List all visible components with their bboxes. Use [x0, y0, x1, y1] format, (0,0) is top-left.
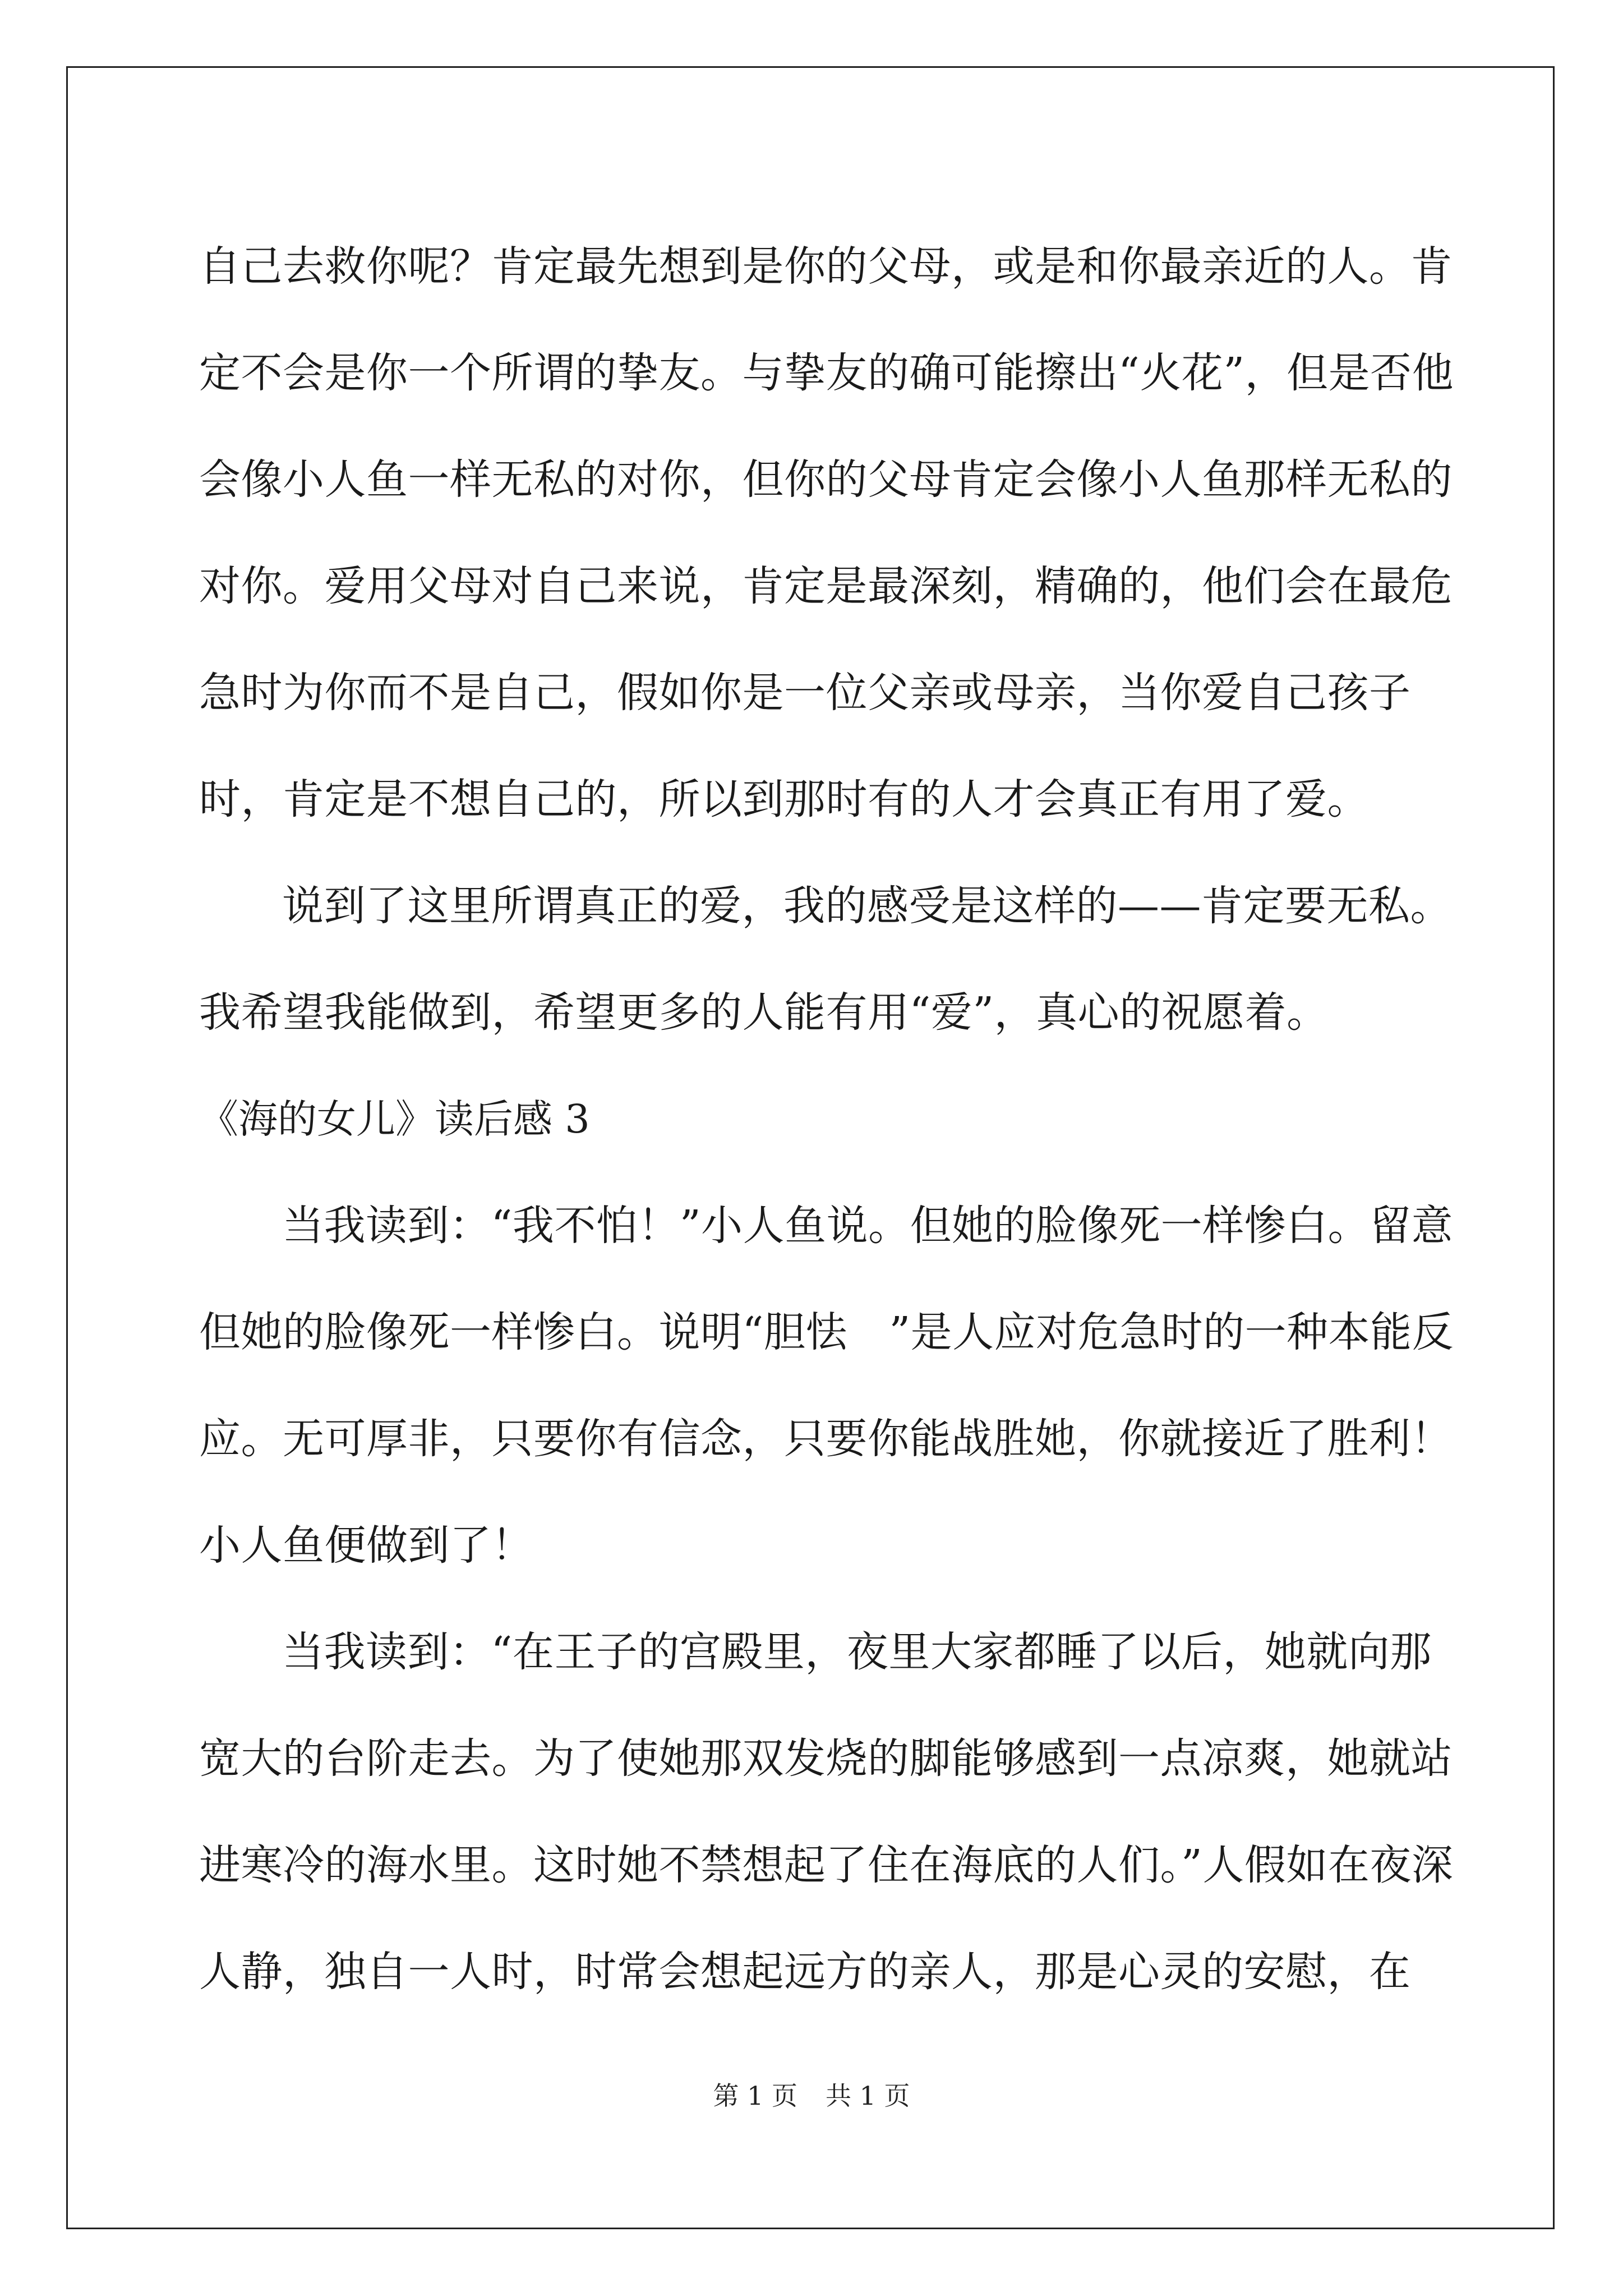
page-number-current: 第 1 页 [713, 2081, 797, 2111]
paragraph-4: 当我读到：“在王子的宫殿里，夜里大家都睡了以后，她就向那宽大的台阶走去。为了使她那双发烧的脚能够感到一点凉爽，她就站进寒冷的海水里。这时她不禁想起了住在海底的人们。”人假如在夜深人静，独自一人时，时常会想起远方的亲人，那是心灵的安慰，在 [199, 1628, 1454, 1996]
paragraph-3: 当我读到：“我不怕！”小人鱼说。但她的脸像死一样惨白。留意但她的脸像死一样惨白。说明“胆怯 ”是人应对危急时的一种本能反应。无可厚非，只要你有信念，只要你能战胜她，你就接近了胜利！小人鱼便做到了！ [199, 1202, 1454, 1570]
paragraph-1: 自己去救你呢？肯定最先想到是你的父母，或是和你最亲近的人。肯定不会是你一个所谓的挚友。与挚友的确可能擦出“火花”，但是否他会像小人鱼一样无私的对你，但你的父母肯定会像小人鱼那样无私的对你。爱用父母对自己来说，肯定是最深刻，精确的，他们会在最危急时为你而不是自己，假如你是一位父亲或母亲，当你爱自己孩子时，肯定是不想自己的，所以到那时有的人才会真正有用了爱。 [199, 242, 1454, 823]
page-number-total: 共 1 页 [826, 2081, 910, 2111]
paragraph-2: 说到了这里所谓真正的爱，我的感受是这样的——肯定要无私。我希望我能做到，希望更多的人能有用“爱”，真心的祝愿着。 [199, 882, 1452, 1037]
page-footer [0, 2076, 1623, 2113]
section-heading: 《海的女儿》读后感 3 [199, 1096, 590, 1142]
document-body [199, 213, 1455, 2025]
